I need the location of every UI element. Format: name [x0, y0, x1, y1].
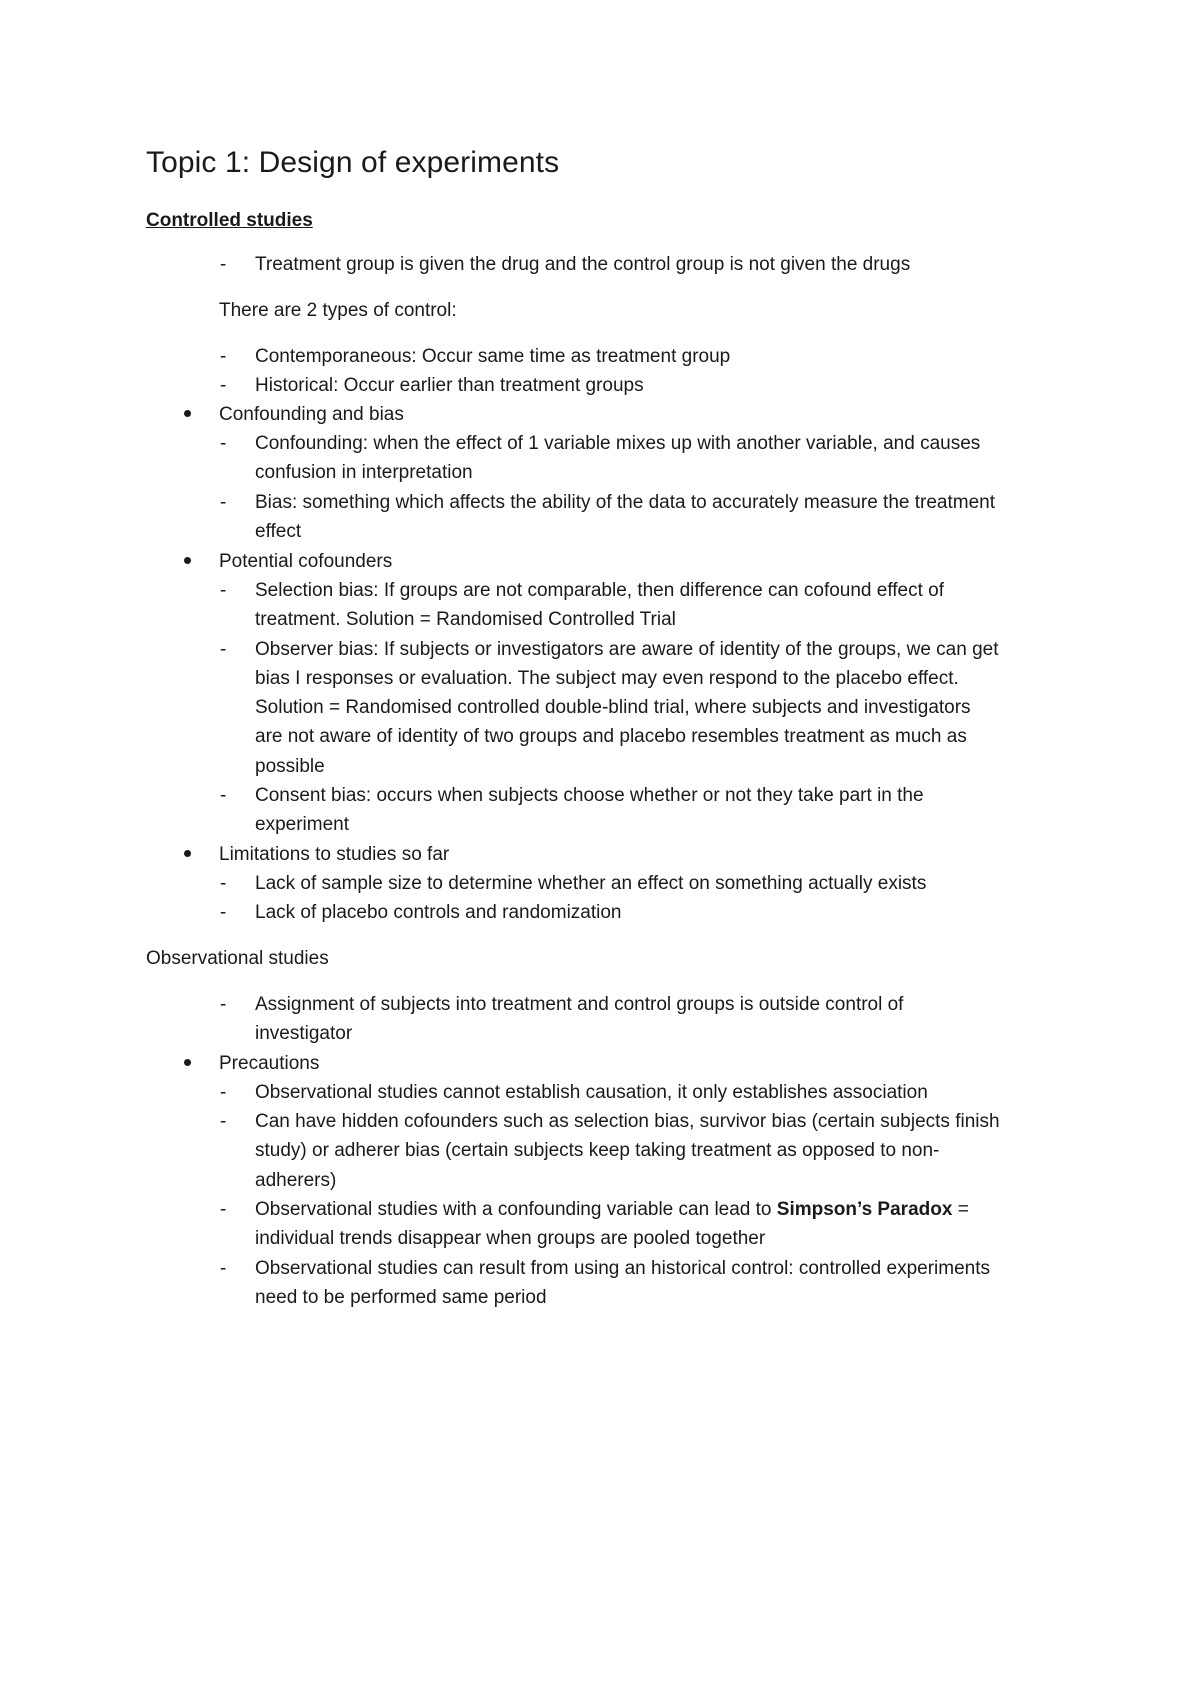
text-line: adherers): [255, 1170, 337, 1191]
text-line: Bias: something which affects the ability of the data to accurately measure the treatment: [255, 492, 995, 513]
text-line: Observational studies cannot establish causation, it only establishes association: [255, 1082, 928, 1103]
dash-marker: -: [220, 902, 227, 923]
text-line: Treatment group is given the drug and the control group is not given the drugs: [255, 254, 911, 275]
bullet-icon: [184, 850, 191, 857]
section-heading-controlled-studies: Controlled studies: [146, 210, 313, 231]
text-line: treatment. Solution = Randomised Controlled Trial: [255, 609, 676, 630]
text-span: Observational studies with a confounding variable can lead to: [255, 1199, 777, 1220]
dash-marker: -: [220, 1082, 227, 1103]
dash-marker: -: [220, 254, 227, 275]
text-line: Solution = Randomised controlled double-blind trial, where subjects and investigators: [255, 697, 971, 718]
bullet-item: Precautions: [219, 1053, 320, 1074]
text-line: need to be performed same period: [255, 1287, 547, 1308]
text-line: Historical: Occur earlier than treatment groups: [255, 375, 644, 396]
text-line: Lack of sample size to determine whether an effect on something actually exists: [255, 873, 927, 894]
dash-marker: -: [220, 873, 227, 894]
dash-marker: -: [220, 492, 227, 513]
text-line: Lack of placebo controls and randomization: [255, 902, 622, 923]
simpsons-paradox-term: Simpson’s Paradox: [776, 1199, 953, 1220]
bullet-icon: [184, 557, 191, 564]
text-line: Can have hidden cofounders such as selection bias, survivor bias (certain subjects finish: [255, 1111, 1000, 1132]
text-line: confusion in interpretation: [255, 462, 473, 483]
text-line: Assignment of subjects into treatment and control groups is outside control of: [255, 994, 904, 1015]
dash-marker: -: [220, 1199, 227, 1220]
text-line: individual trends disappear when groups are pooled together: [255, 1228, 766, 1249]
text-span: =: [952, 1199, 969, 1220]
text-line: Confounding: when the effect of 1 variable mixes up with another variable, and causes: [255, 433, 981, 454]
bullet-item: Potential cofounders: [219, 551, 393, 572]
bullet-icon: [184, 410, 191, 417]
bullet-icon: [184, 1059, 191, 1066]
text-line: study) or adherer bias (certain subjects keep taking treatment as opposed to non-: [255, 1140, 940, 1161]
dash-marker: -: [220, 639, 227, 660]
page-title: Topic 1: Design of experiments: [146, 146, 560, 179]
dash-marker: -: [220, 1111, 227, 1132]
dash-marker: -: [220, 346, 227, 367]
text-line: Observational studies can result from using an historical control: controlled experiments: [255, 1258, 991, 1279]
dash-marker: -: [220, 785, 227, 806]
text-line: are not aware of identity of two groups and placebo resembles treatment as much as: [255, 726, 967, 747]
text-line: investigator: [255, 1023, 353, 1044]
text-line: Selection bias: If groups are not comparable, then difference can cofound effect of: [255, 580, 945, 601]
text-line-simpsons: [255, 1195, 969, 1224]
text-line: experiment: [255, 814, 349, 835]
dash-marker: -: [220, 375, 227, 396]
text-line: Contemporaneous: Occur same time as treatment group: [255, 346, 731, 367]
dash-marker: -: [220, 1258, 227, 1279]
bullet-item: Limitations to studies so far: [219, 844, 450, 865]
text-line: There are 2 types of control:: [219, 300, 457, 321]
dash-marker: -: [220, 433, 227, 454]
text-line: possible: [255, 756, 325, 777]
dash-marker: -: [220, 994, 227, 1015]
bullet-item: Confounding and bias: [219, 404, 404, 425]
text-line: effect: [255, 521, 302, 542]
text-line: Consent bias: occurs when subjects choose whether or not they take part in the: [255, 785, 924, 806]
text-line: Observer bias: If subjects or investigators are aware of identity of the groups, we can get: [255, 639, 999, 660]
dash-marker: -: [220, 580, 227, 601]
text-line: bias I responses or evaluation. The subject may even respond to the placebo effect.: [255, 668, 959, 689]
section-heading-observational-studies: Observational studies: [146, 948, 329, 969]
